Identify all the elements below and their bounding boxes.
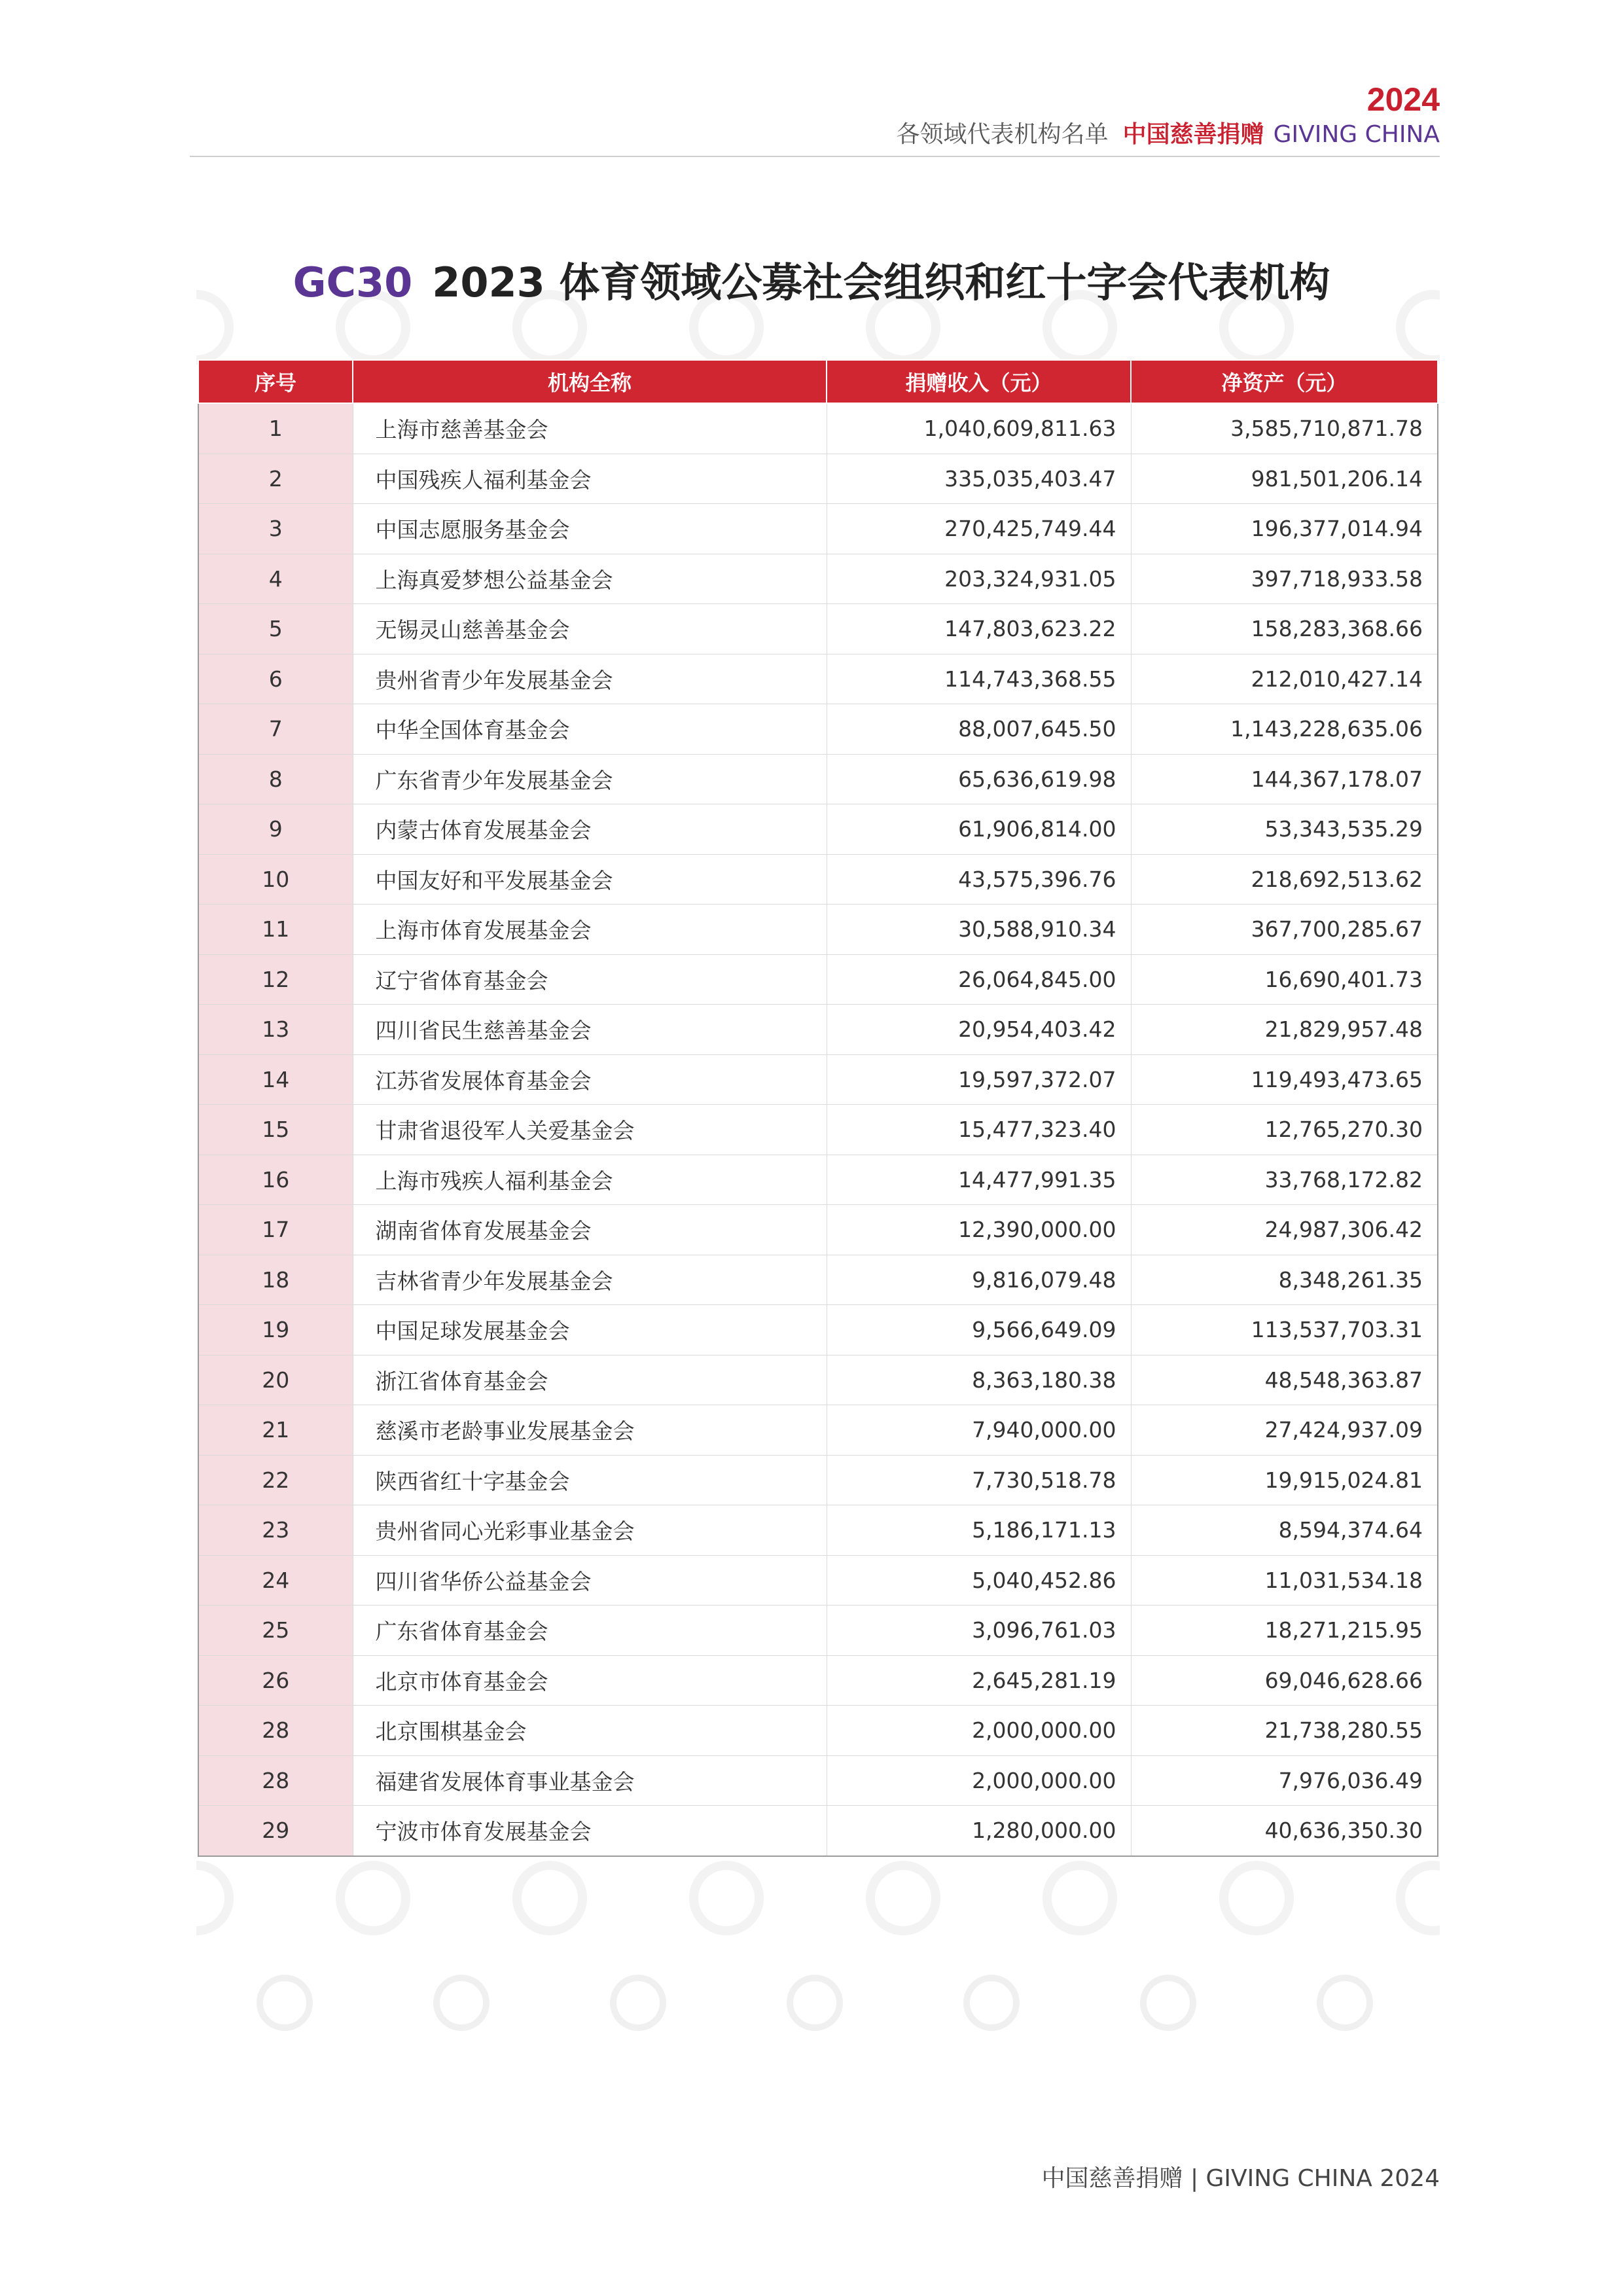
table-row: [198, 1155, 1438, 1205]
column-header-net-assets: 净资产（元）: [1131, 360, 1438, 403]
row-index: 22: [198, 1455, 353, 1505]
net-assets: 367,700,285.67: [1131, 905, 1438, 955]
organization-name: 广东省体育基金会: [353, 1605, 827, 1656]
organization-name: 福建省发展体育事业基金会: [353, 1755, 827, 1806]
net-assets: 16,690,401.73: [1131, 954, 1438, 1005]
table-row: [198, 1054, 1438, 1105]
net-assets: 212,010,427.14: [1131, 654, 1438, 704]
net-assets: 48,548,363.87: [1131, 1355, 1438, 1405]
net-assets: 69,046,628.66: [1131, 1655, 1438, 1706]
organization-name: 宁波市体育发展基金会: [353, 1806, 827, 1856]
net-assets: 19,915,024.81: [1131, 1455, 1438, 1505]
table-row: [198, 1255, 1438, 1305]
organization-name: 上海真爱梦想公益基金会: [353, 554, 827, 604]
table-row: [198, 1455, 1438, 1505]
page-title: [0, 257, 1623, 309]
donation-income: 335,035,403.47: [827, 454, 1131, 504]
net-assets: 8,594,374.64: [1131, 1505, 1438, 1556]
table-row: [198, 854, 1438, 905]
donation-income: 2,645,281.19: [827, 1655, 1131, 1706]
title-code: GC30: [293, 259, 413, 306]
table-row: [198, 1605, 1438, 1656]
row-index: 28: [198, 1755, 353, 1806]
organization-name: 上海市残疾人福利基金会: [353, 1155, 827, 1205]
row-index: 26: [198, 1655, 353, 1706]
organization-name: 贵州省同心光彩事业基金会: [353, 1505, 827, 1556]
row-index: 20: [198, 1355, 353, 1405]
table-row: [198, 403, 1438, 454]
organization-name: 中国足球发展基金会: [353, 1305, 827, 1355]
row-index: 4: [198, 554, 353, 604]
row-index: 21: [198, 1405, 353, 1456]
donation-income: 2,000,000.00: [827, 1755, 1131, 1806]
net-assets: 218,692,513.62: [1131, 854, 1438, 905]
organization-name: 中华全国体育基金会: [353, 704, 827, 755]
organization-name: 贵州省青少年发展基金会: [353, 654, 827, 704]
row-index: 2: [198, 454, 353, 504]
table-row: [198, 1305, 1438, 1355]
donation-income: 30,588,910.34: [827, 905, 1131, 955]
donation-income: 19,597,372.07: [827, 1054, 1131, 1105]
donation-income: 3,096,761.03: [827, 1605, 1131, 1656]
donation-income: 14,477,991.35: [827, 1155, 1131, 1205]
donation-income: 9,816,079.48: [827, 1255, 1131, 1305]
column-header-name: 机构全称: [353, 360, 827, 403]
header-section: 各领域代表机构名单: [896, 121, 1109, 148]
net-assets: 1,143,228,635.06: [1131, 704, 1438, 755]
table-row: [198, 954, 1438, 1005]
row-index: 12: [198, 954, 353, 1005]
donation-income: 7,940,000.00: [827, 1405, 1131, 1456]
table-row: [198, 1505, 1438, 1556]
row-index: 14: [198, 1054, 353, 1105]
table-row: [198, 1806, 1438, 1856]
organization-table: [198, 359, 1438, 1857]
row-index: 25: [198, 1605, 353, 1656]
net-assets: 981,501,206.14: [1131, 454, 1438, 504]
organization-name: 北京围棋基金会: [353, 1706, 827, 1756]
donation-income: 270,425,749.44: [827, 504, 1131, 554]
header-year: 2024: [1366, 81, 1440, 118]
donation-income: 203,324,931.05: [827, 554, 1131, 604]
donation-income: 9,566,649.09: [827, 1305, 1131, 1355]
table-row: [198, 1655, 1438, 1706]
row-index: 5: [198, 604, 353, 655]
row-index: 1: [198, 403, 353, 454]
donation-income: 5,040,452.86: [827, 1555, 1131, 1605]
net-assets: 27,424,937.09: [1131, 1405, 1438, 1456]
donation-income: 8,363,180.38: [827, 1355, 1131, 1405]
page-footer: 中国慈善捐赠 | GIVING CHINA 2024: [1041, 2165, 1440, 2192]
organization-name: 四川省华侨公益基金会: [353, 1555, 827, 1605]
column-header-index: 序号: [198, 360, 353, 403]
organization-name: 湖南省体育发展基金会: [353, 1205, 827, 1255]
net-assets: 21,738,280.55: [1131, 1706, 1438, 1756]
net-assets: 113,537,703.31: [1131, 1305, 1438, 1355]
row-index: 23: [198, 1505, 353, 1556]
net-assets: 397,718,933.58: [1131, 554, 1438, 604]
title-text: 2023 体育领域公募社会组织和红十字会代表机构: [432, 259, 1330, 306]
donation-income: 61,906,814.00: [827, 804, 1131, 855]
net-assets: 21,829,957.48: [1131, 1005, 1438, 1055]
organization-name: 甘肃省退役军人关爱基金会: [353, 1105, 827, 1155]
donation-income: 20,954,403.42: [827, 1005, 1131, 1055]
organization-name: 慈溪市老龄事业发展基金会: [353, 1405, 827, 1456]
net-assets: 144,367,178.07: [1131, 754, 1438, 804]
donation-income: 1,040,609,811.63: [827, 403, 1131, 454]
donation-income: 147,803,623.22: [827, 604, 1131, 655]
header-line: [897, 120, 1440, 150]
row-index: 18: [198, 1255, 353, 1305]
net-assets: 53,343,535.29: [1131, 804, 1438, 855]
donation-income: 15,477,323.40: [827, 1105, 1131, 1155]
net-assets: 119,493,473.65: [1131, 1054, 1438, 1105]
organization-name: 中国志愿服务基金会: [353, 504, 827, 554]
header-brand-en: GIVING CHINA: [1273, 121, 1440, 148]
organization-name: 辽宁省体育基金会: [353, 954, 827, 1005]
table-row: [198, 1555, 1438, 1605]
organization-name: 北京市体育基金会: [353, 1655, 827, 1706]
row-index: 6: [198, 654, 353, 704]
row-index: 28: [198, 1706, 353, 1756]
organization-name: 无锡灵山慈善基金会: [353, 604, 827, 655]
net-assets: 11,031,534.18: [1131, 1555, 1438, 1605]
table-row: [198, 704, 1438, 755]
table-row: [198, 554, 1438, 604]
net-assets: 3,585,710,871.78: [1131, 403, 1438, 454]
net-assets: 33,768,172.82: [1131, 1155, 1438, 1205]
table-row: [198, 754, 1438, 804]
row-index: 3: [198, 504, 353, 554]
organization-name: 中国残疾人福利基金会: [353, 454, 827, 504]
net-assets: 24,987,306.42: [1131, 1205, 1438, 1255]
table-row: [198, 654, 1438, 704]
net-assets: 7,976,036.49: [1131, 1755, 1438, 1806]
table-row: [198, 1105, 1438, 1155]
table-row: [198, 1405, 1438, 1456]
row-index: 13: [198, 1005, 353, 1055]
net-assets: 12,765,270.30: [1131, 1105, 1438, 1155]
table-row: [198, 1005, 1438, 1055]
organization-name: 内蒙古体育发展基金会: [353, 804, 827, 855]
table-row: [198, 454, 1438, 504]
table-row: [198, 1355, 1438, 1405]
donation-income: 12,390,000.00: [827, 1205, 1131, 1255]
row-index: 19: [198, 1305, 353, 1355]
donation-income: 1,280,000.00: [827, 1806, 1131, 1856]
net-assets: 40,636,350.30: [1131, 1806, 1438, 1856]
column-header-donation: 捐赠收入（元）: [827, 360, 1131, 403]
donation-income: 65,636,619.98: [827, 754, 1131, 804]
donation-income: 114,743,368.55: [827, 654, 1131, 704]
organization-name: 浙江省体育基金会: [353, 1355, 827, 1405]
row-index: 15: [198, 1105, 353, 1155]
organization-name: 广东省青少年发展基金会: [353, 754, 827, 804]
row-index: 7: [198, 704, 353, 755]
table-row: [198, 1755, 1438, 1806]
organization-name: 中国友好和平发展基金会: [353, 854, 827, 905]
donation-income: 43,575,396.76: [827, 854, 1131, 905]
organization-name: 陕西省红十字基金会: [353, 1455, 827, 1505]
table-row: [198, 1205, 1438, 1255]
net-assets: 8,348,261.35: [1131, 1255, 1438, 1305]
table-row: [198, 1706, 1438, 1756]
row-index: 24: [198, 1555, 353, 1605]
donation-income: 88,007,645.50: [827, 704, 1131, 755]
net-assets: 158,283,368.66: [1131, 604, 1438, 655]
donation-income: 2,000,000.00: [827, 1706, 1131, 1756]
organization-name: 四川省民生慈善基金会: [353, 1005, 827, 1055]
table-row: [198, 804, 1438, 855]
organization-name: 吉林省青少年发展基金会: [353, 1255, 827, 1305]
table-row: [198, 604, 1438, 655]
organization-name: 上海市慈善基金会: [353, 403, 827, 454]
net-assets: 196,377,014.94: [1131, 504, 1438, 554]
row-index: 16: [198, 1155, 353, 1205]
row-index: 29: [198, 1806, 353, 1856]
row-index: 9: [198, 804, 353, 855]
row-index: 10: [198, 854, 353, 905]
row-index: 11: [198, 905, 353, 955]
row-index: 17: [198, 1205, 353, 1255]
header-brand-cn: 中国慈善捐赠: [1122, 121, 1264, 148]
donation-income: 7,730,518.78: [827, 1455, 1131, 1505]
table-row: [198, 905, 1438, 955]
donation-income: 5,186,171.13: [827, 1505, 1131, 1556]
donation-income: 26,064,845.00: [827, 954, 1131, 1005]
row-index: 8: [198, 754, 353, 804]
net-assets: 18,271,215.95: [1131, 1605, 1438, 1656]
organization-name: 上海市体育发展基金会: [353, 905, 827, 955]
organization-name: 江苏省发展体育基金会: [353, 1054, 827, 1105]
table-header-row: [198, 360, 1438, 403]
table-row: [198, 504, 1438, 554]
header-divider: [190, 156, 1440, 157]
